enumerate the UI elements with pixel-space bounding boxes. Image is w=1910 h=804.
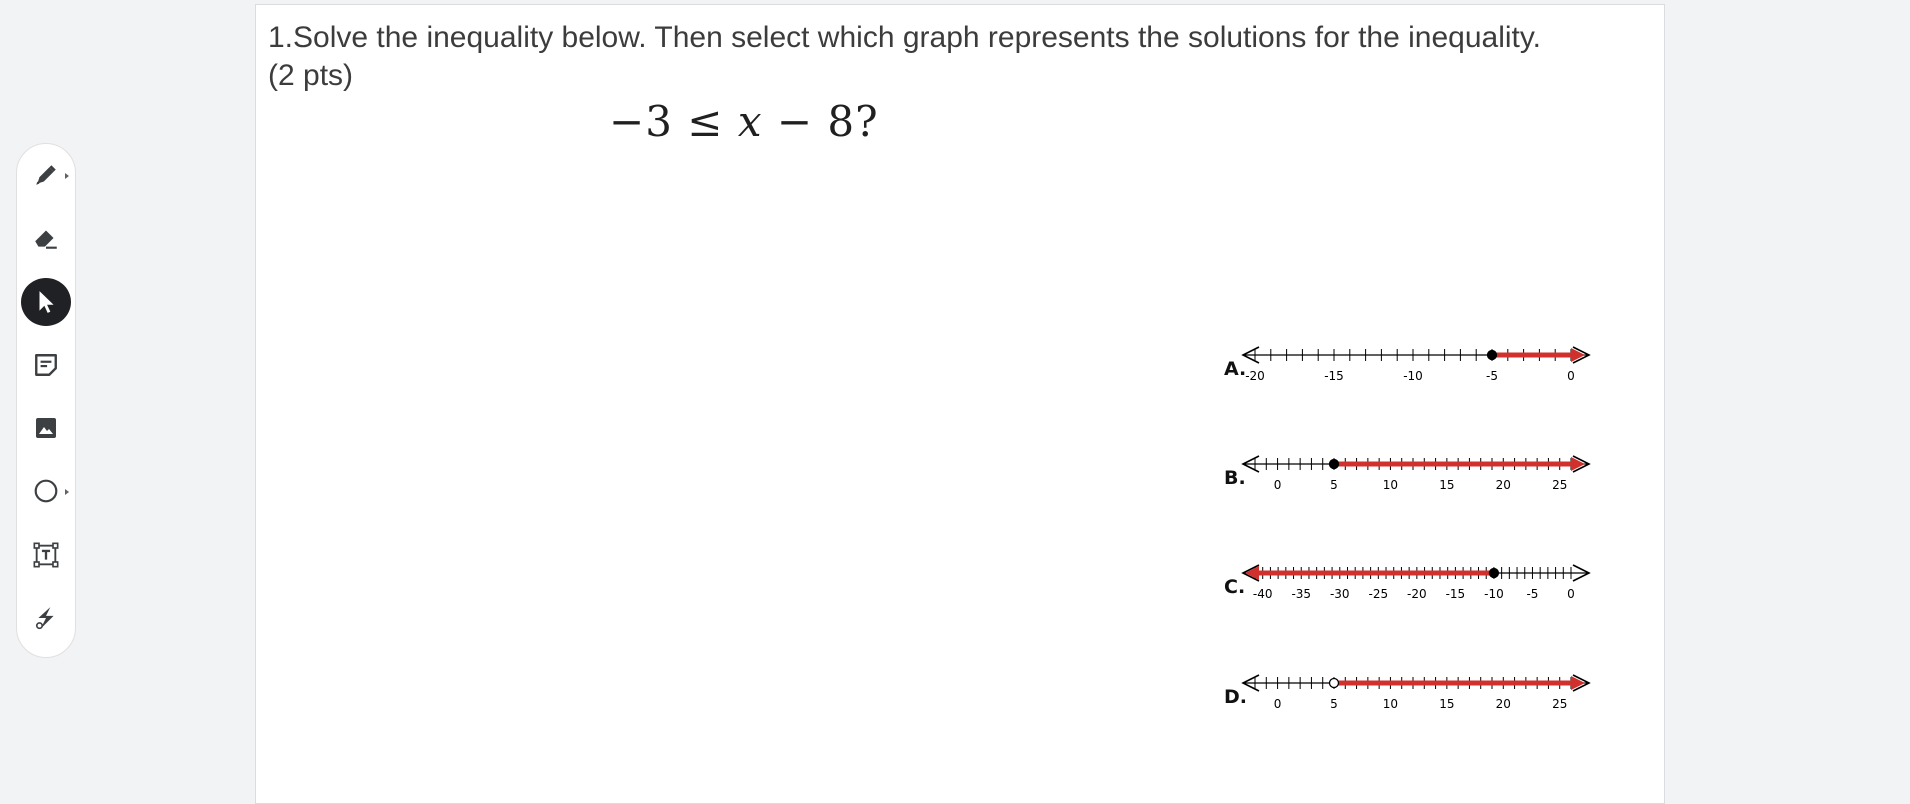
tick-label: 0 bbox=[1273, 478, 1282, 492]
tick-label: 20 bbox=[1495, 478, 1511, 492]
tick-label: -10 bbox=[1403, 369, 1423, 383]
pen-tool-button[interactable] bbox=[21, 151, 71, 199]
tick-label: -20 bbox=[1407, 587, 1427, 601]
tick-label: -35 bbox=[1291, 587, 1312, 601]
question-text bbox=[268, 19, 1658, 95]
choice-letter[interactable]: B. bbox=[1224, 467, 1246, 489]
tick-label: -10 bbox=[1484, 587, 1504, 601]
tick-label: 0 bbox=[1273, 697, 1282, 711]
drawing-toolbar bbox=[16, 143, 76, 658]
choice-letter[interactable]: A. bbox=[1224, 358, 1247, 380]
equation-right: − 8? bbox=[762, 97, 879, 146]
circle-shape-icon bbox=[33, 478, 59, 504]
tick-label: 5 bbox=[1330, 478, 1338, 492]
tick-label: 0 bbox=[1567, 587, 1575, 601]
tick-label: -25 bbox=[1368, 587, 1389, 601]
choice-letter[interactable]: D. bbox=[1224, 686, 1247, 708]
number-line-choice[interactable] bbox=[1241, 559, 1601, 612]
shape-menu-caret-icon[interactable] bbox=[65, 489, 69, 495]
tick-label: 0 bbox=[1567, 369, 1575, 383]
number-line-graph bbox=[1241, 450, 1601, 498]
tick-label: 10 bbox=[1382, 478, 1399, 492]
number-line-choice[interactable] bbox=[1241, 450, 1601, 503]
tick-label: -15 bbox=[1324, 369, 1344, 383]
question-points: (2 pts) bbox=[268, 59, 354, 92]
eraser-tool-button[interactable] bbox=[21, 214, 71, 262]
laser-icon bbox=[33, 605, 59, 631]
slide-canvas[interactable] bbox=[255, 4, 1665, 804]
number-line-choice[interactable] bbox=[1241, 341, 1601, 394]
open-endpoint bbox=[1330, 679, 1339, 688]
equation-variable: x bbox=[737, 97, 763, 146]
tick-label: 20 bbox=[1495, 697, 1511, 711]
tick-label: -5 bbox=[1526, 587, 1539, 601]
tick-label: -30 bbox=[1329, 587, 1350, 601]
tick-label: 25 bbox=[1552, 697, 1568, 711]
closed-endpoint bbox=[1488, 351, 1497, 360]
tick-label: -40 bbox=[1252, 587, 1273, 601]
closed-endpoint bbox=[1330, 460, 1339, 469]
tick-label: 10 bbox=[1382, 697, 1399, 711]
text-box-tool-button[interactable] bbox=[21, 531, 71, 579]
inequality-equation bbox=[609, 97, 879, 146]
select-tool-button[interactable] bbox=[21, 278, 71, 326]
image-icon bbox=[34, 416, 58, 440]
sticky-note-icon bbox=[33, 352, 59, 378]
tick-label: 5 bbox=[1330, 697, 1338, 711]
image-tool-button[interactable] bbox=[21, 404, 71, 452]
pen-icon bbox=[33, 162, 59, 188]
number-line-choice[interactable] bbox=[1241, 669, 1601, 722]
tick-label: -20 bbox=[1245, 369, 1265, 383]
tick-label: 25 bbox=[1552, 478, 1568, 492]
eraser-icon bbox=[32, 225, 60, 251]
shape-tool-button[interactable] bbox=[21, 467, 71, 515]
pen-menu-caret-icon[interactable] bbox=[65, 173, 69, 179]
number-line-graph bbox=[1241, 669, 1601, 717]
number-line-graph bbox=[1241, 559, 1601, 607]
select-pointer-icon bbox=[35, 289, 57, 315]
question-line: 1.Solve the inequality below. Then select which graph represents the solutions for the inequality. bbox=[268, 21, 1541, 54]
choice-letter[interactable]: C. bbox=[1224, 576, 1246, 598]
tick-label: 15 bbox=[1439, 478, 1455, 492]
equation-left: −3 ≤ bbox=[609, 97, 738, 146]
tick-label: 15 bbox=[1439, 697, 1455, 711]
tick-label: -15 bbox=[1445, 587, 1466, 601]
closed-endpoint bbox=[1489, 569, 1498, 578]
sticky-note-tool-button[interactable] bbox=[21, 341, 71, 389]
tick-label: -5 bbox=[1486, 369, 1498, 383]
number-line-graph bbox=[1241, 341, 1601, 389]
laser-tool-button[interactable] bbox=[21, 594, 71, 642]
text-box-icon bbox=[32, 541, 60, 569]
